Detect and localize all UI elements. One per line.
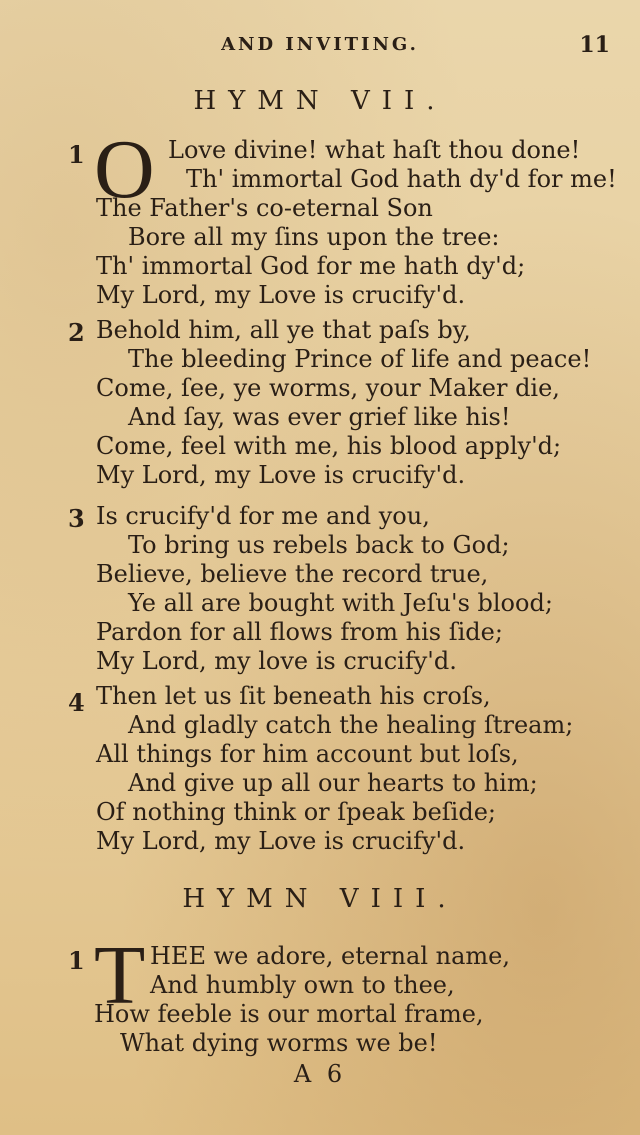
verse-line: Behold him, all ye that paſs by, bbox=[96, 316, 471, 344]
hymn-8-title: HYMN VIII. bbox=[182, 884, 458, 914]
hymn-7-title: HYMN VII. bbox=[193, 86, 447, 116]
running-head: AND INVITING. bbox=[221, 34, 419, 55]
stanza-number: 3 bbox=[68, 504, 85, 533]
verse-line: Come, ſee, ye worms, your Maker die, bbox=[96, 374, 560, 402]
verse-line: Th' immortal God for me hath dy'd; bbox=[96, 252, 526, 280]
verse-line: Believe, believe the record true, bbox=[96, 560, 489, 588]
verse-line: Come, feel with me, his blood apply'd; bbox=[96, 432, 562, 460]
verse-line: The Father's co-eternal Son bbox=[96, 194, 433, 222]
verse-line: Th' immortal God hath dy'd for me! bbox=[186, 165, 617, 193]
verse-line: To bring us rebels back to God; bbox=[128, 531, 510, 559]
verse-line: My Lord, my Love is crucify'd. bbox=[96, 461, 466, 489]
stanza-number: 1 bbox=[68, 946, 85, 975]
verse-line: And ſay, was ever grief like his! bbox=[128, 403, 511, 431]
verse-line: My Lord, my Love is crucify'd. bbox=[96, 281, 466, 309]
verse-line: And gladly catch the healing ſtream; bbox=[128, 711, 574, 739]
verse-line: The bleeding Prince of life and peace! bbox=[128, 345, 592, 373]
verse-line: Ye all are bought with Jeſu's blood; bbox=[128, 589, 553, 617]
drop-cap: O bbox=[94, 123, 155, 216]
verse-line: Bore all my ſins upon the tree: bbox=[128, 223, 500, 251]
verse-line: My Lord, my Love is crucify'd. bbox=[96, 827, 466, 855]
verse-line: Love divine! what haſt thou done! bbox=[168, 136, 581, 164]
signature-mark: A 6 bbox=[293, 1060, 347, 1088]
verse-line: Of nothing think or ſpeak beſide; bbox=[96, 798, 496, 826]
page-number: 11 bbox=[579, 32, 610, 58]
verse-line: And give up all our hearts to him; bbox=[128, 769, 538, 797]
verse-line: HEE we adore, eternal name, bbox=[150, 942, 510, 970]
verse-line: Then let us ſit beneath his croſs, bbox=[96, 682, 491, 710]
verse-line: Pardon for all flows from his ſide; bbox=[96, 618, 503, 646]
stanza-number: 4 bbox=[68, 688, 85, 717]
verse-line: How feeble is our mortal frame, bbox=[94, 1000, 484, 1028]
verse-line: What dying worms we be! bbox=[120, 1029, 438, 1057]
verse-line: My Lord, my love is crucify'd. bbox=[96, 647, 457, 675]
verse-line: And humbly own to thee, bbox=[150, 971, 455, 999]
stanza-number: 1 bbox=[68, 140, 85, 169]
verse-line: All things for him account but loſs, bbox=[96, 740, 519, 768]
verse-line: Is crucify'd for me and you, bbox=[96, 502, 430, 530]
drop-cap: T bbox=[94, 929, 146, 1022]
stanza-number: 2 bbox=[68, 318, 85, 347]
